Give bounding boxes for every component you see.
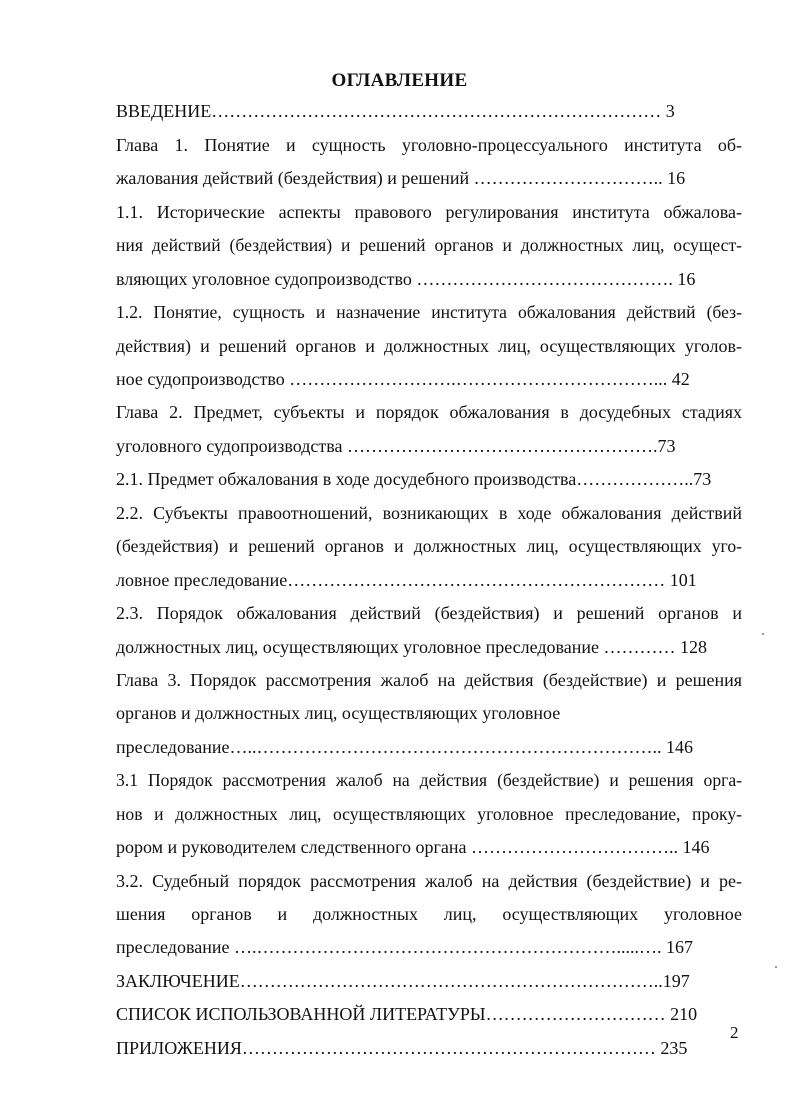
toc-entry-conclusion[interactable]: ЗАКЛЮЧЕНИЕ……………………………………………………………..197 [116,971,690,991]
toc-line-section-2-2[interactable]: (бездействия) и решений органов и должностных лиц, осуществляющих уго- [116,536,742,556]
page-number: 2 [730,1023,739,1042]
toc-line-section-2-3[interactable]: 2.3. Порядок обжалования действий (бездействия) и решений органов и [116,603,742,623]
toc-title: ОГЛАВЛЕНИЕ [331,70,468,91]
toc-line-chapter-3[interactable]: преследование…..………………………………………………………….. 146 [116,737,693,757]
scan-speck [762,633,764,635]
toc-line-section-2-2[interactable]: ловное преследование……………………………………………………… 101 [116,570,697,590]
toc-line-section-1-2[interactable]: ное судопроизводство ……………………….……………………………... 42 [116,369,690,389]
toc-line-section-3-2[interactable]: шения органов и должностных лиц, осуществляющих уголовное [116,904,742,924]
toc-line-section-1-1[interactable]: ния действий (бездействия) и решений органов и должностных лиц, осущест- [116,235,742,255]
toc-line-section-2-2[interactable]: 2.2. Субъекты правоотношений, возникающих в ходе обжалования действий [116,503,742,523]
toc-line-section-3-2[interactable]: 3.2. Судебный порядок рассмотрения жалоб на действия (бездействие) и ре- [116,871,742,891]
toc-line-section-1-2[interactable]: действия) и решений органов и должностных лиц, осуществляющих уголов- [116,336,742,356]
toc-line-chapter-1[interactable]: Глава 1. Понятие и сущность уголовно-процессуального института об- [116,135,742,155]
toc-line-chapter-3[interactable]: органов и должностных лиц, осуществляющих уголовное [116,703,561,723]
toc-line-section-3-1[interactable]: 3.1 Порядок рассмотрения жалоб на действия (бездействие) и решения орга- [116,770,742,790]
toc-line-section-2-3[interactable]: должностных лиц, осуществляющих уголовное преследование ………… 128 [116,637,708,657]
toc-line-section-1-1[interactable]: 1.1. Исторические аспекты правового регулирования института обжалова- [116,202,742,222]
toc-line-section-1-2[interactable]: 1.2. Понятие, сущность и назначение института обжалования действий (без- [116,302,742,322]
scan-speck [775,966,777,968]
toc-entry-introduction[interactable]: ВВЕДЕНИЕ………………………………………………………………… 3 [116,101,675,121]
toc-line-chapter-2[interactable]: Глава 2. Предмет, субъекты и порядок обжалования в досудебных стадиях [116,402,742,422]
toc-line-section-3-1[interactable]: рором и руководителем следственного органа …………………………….. 146 [116,837,710,857]
toc-line-section-3-2[interactable]: преследование ….…………………………………………………….....…. 167 [116,937,693,957]
toc-entry-appendices[interactable]: ПРИЛОЖЕНИЯ…………………………………………………………… 235 [116,1038,688,1058]
toc-line-chapter-1[interactable]: жалования действий (бездействия) и решений ………………………….. 16 [116,168,686,188]
toc-line-section-2-1[interactable]: 2.1. Предмет обжалования в ходе досудебного производства………………..73 [116,469,712,489]
toc-entry-bibliography[interactable]: СПИСОК ИСПОЛЬЗОВАННОЙ ЛИТЕРАТУРЫ………………………… 210 [116,1004,698,1024]
toc-line-section-3-1[interactable]: нов и должностных лиц, осуществляющих уголовное преследование, проку- [116,804,742,824]
toc-line-chapter-2[interactable]: уголовного судопроизводства …………………………………………….73 [116,436,676,456]
toc-line-section-1-1[interactable]: вляющих уголовное судопроизводство ……………………………………. 16 [116,269,696,289]
toc-line-chapter-3[interactable]: Глава 3. Порядок рассмотрения жалоб на действия (бездействие) и решения [116,670,742,690]
